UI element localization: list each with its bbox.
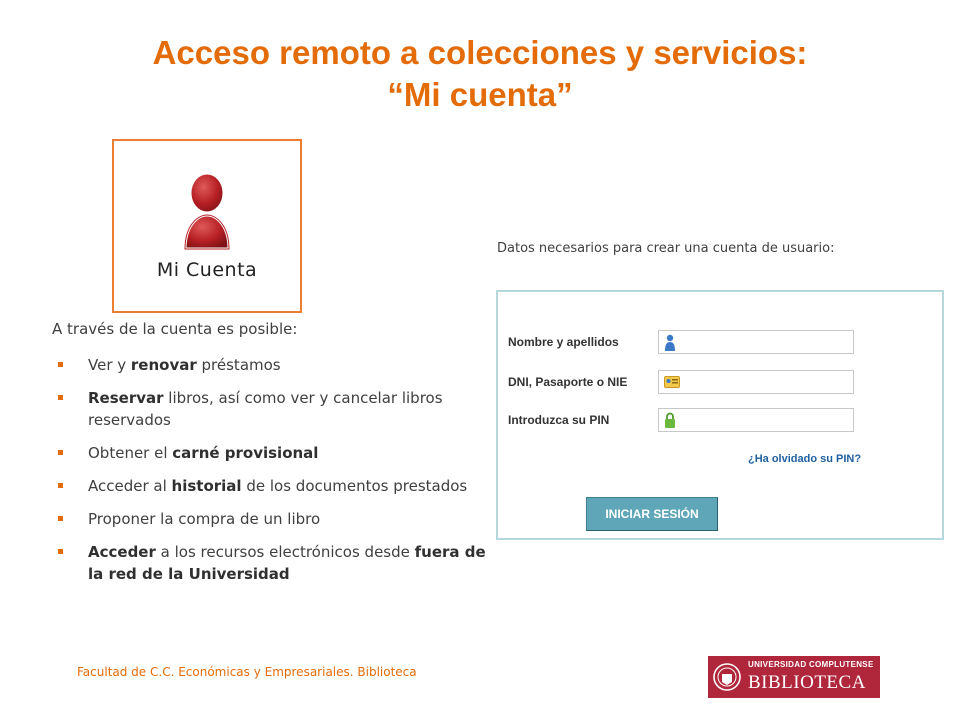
logo-label: Mi Cuenta: [156, 259, 258, 281]
bullet-icon: [58, 450, 63, 455]
login-button[interactable]: INICIAR SESIÓN: [586, 497, 718, 531]
list-item: Reservar libros, así como ver y cancelar libros reservados: [52, 387, 492, 431]
bullet-icon: [58, 483, 63, 488]
bullet-icon: [58, 362, 63, 367]
intro-text: A través de la cuenta es posible:: [52, 320, 298, 338]
list-item: Ver y renovar préstamos: [52, 354, 492, 376]
dni-label: DNI, Pasaporte o NIE: [508, 375, 628, 389]
id-card-icon: [664, 374, 680, 390]
form-caption: Datos necesarios para crear una cuenta de usuario:: [497, 241, 835, 256]
title-line-1: Acceso remoto a colecciones y servicios:: [152, 34, 808, 71]
list-item: Proponer la compra de un libro: [52, 508, 492, 530]
forgot-pin-link[interactable]: ¿Ha olvidado su PIN?: [748, 453, 862, 465]
bullet-icon: [58, 395, 63, 400]
features-list: [52, 354, 492, 596]
bullet-icon: [58, 549, 63, 554]
pin-label: Introduzca su PIN: [508, 413, 610, 427]
title-line-2: “Mi cuenta”: [387, 76, 573, 113]
name-field[interactable]: [658, 330, 854, 354]
lock-icon: [664, 412, 676, 429]
library-name: BIBLIOTECA: [748, 672, 866, 693]
login-form: [496, 290, 944, 540]
bullet-icon: [58, 516, 63, 521]
university-seal-icon: [712, 660, 742, 694]
name-label: Nombre y apellidos: [508, 335, 619, 349]
list-item: Acceder a los recursos electrónicos desde fuera de la red de la Universidad: [52, 541, 492, 585]
mi-cuenta-logo[interactable]: [112, 139, 302, 313]
dni-field[interactable]: [658, 370, 854, 394]
ucm-logo: [708, 656, 880, 698]
slide-title: [0, 32, 960, 116]
pin-field[interactable]: [658, 408, 854, 432]
user-icon: [114, 141, 300, 311]
list-item: Acceder al historial de los documentos prestados: [52, 475, 492, 497]
university-name: UNIVERSIDAD COMPLUTENSE: [748, 660, 874, 669]
footer-text: Facultad de C.C. Económicas y Empresariales. Biblioteca: [77, 665, 417, 679]
list-item: Obtener el carné provisional: [52, 442, 492, 464]
person-icon: [664, 334, 676, 351]
